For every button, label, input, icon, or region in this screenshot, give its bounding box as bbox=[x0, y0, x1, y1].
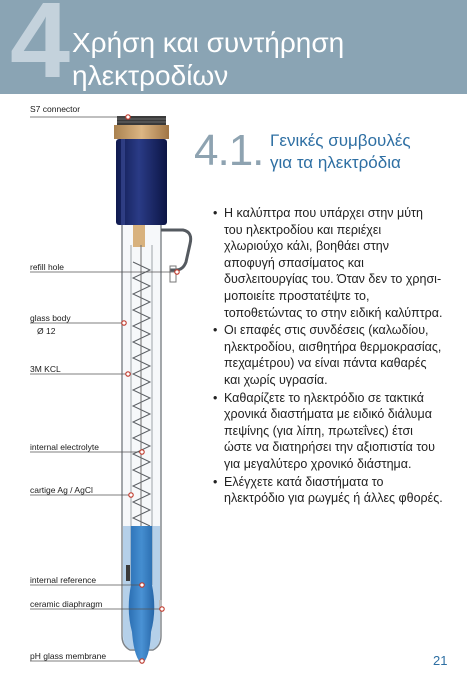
section-number: 4.1. bbox=[194, 126, 264, 175]
page-number: 21 bbox=[433, 653, 448, 668]
label-internal-reference: internal reference bbox=[30, 575, 97, 585]
label-membrane: pH glass membrane bbox=[30, 651, 107, 661]
chapter-title: Χρήση και συντήρηση ηλεκτροδίων bbox=[72, 27, 345, 91]
label-diaphragm: ceramic diaphragm bbox=[30, 599, 103, 609]
connector-collar bbox=[114, 125, 169, 139]
label-internal-electrolyte: internal electrolyte bbox=[30, 442, 99, 452]
label-cartridge: cartige Ag / AgCl bbox=[30, 485, 93, 495]
chapter-number: 4 bbox=[10, 0, 71, 100]
tip-item: • Καθαρίζετε το ηλεκτρόδιο σε τακτικά χρονικά διαστήματα με ειδικό διάλυμα πεψίνης (για λίπη, πρωτεΐνες) έτσι ώστε να διατηρήσει την αξιοπιστία του για μεγαλύτερο χρονικό διάστημα. bbox=[213, 390, 443, 473]
section-title: Γενικές συμβουλές για τα ηλεκτρόδια bbox=[270, 131, 411, 172]
tips-list bbox=[213, 205, 443, 508]
tip-item: • Η καλύπτρα που υπάρχει στην μύτη του ηλεκτροδίου και περιέχει χλωριούχο κάλι, βοηθάει στην αποφυγή σπασίματος και δυσλειτουργίας του. Όταν δεν το χρησι-μοποιείτε προστατέψτε το, τοποθετώντας το στην ειδική καλύπτρα. bbox=[213, 205, 443, 321]
tip-item: • Ελέγχετε κατά διαστήματα το ηλεκτρόδιο για ρωγμές ή άλλες φθορές. bbox=[213, 474, 443, 507]
label-glass-body: glass body bbox=[30, 313, 71, 323]
glass-membrane bbox=[129, 585, 155, 664]
label-refill-hole: refill hole bbox=[30, 262, 65, 272]
label-glass-body-size: Ø 12 bbox=[37, 326, 56, 336]
refill-hole-hook bbox=[161, 230, 191, 270]
label-connector: S7 connector bbox=[30, 104, 81, 114]
label-kcl: 3M KCL bbox=[30, 364, 61, 374]
chapter-header bbox=[0, 0, 467, 100]
tip-item: • Οι επαφές στις συνδέσεις (καλωδίου, ηλεκτροδίου, αισθητήρα θερμοκρασίας, πεχαμέτρου) να είναι πάντα καθαρές και χωρίς υγρασία. bbox=[213, 322, 443, 388]
electrode-diagram bbox=[0, 94, 200, 680]
